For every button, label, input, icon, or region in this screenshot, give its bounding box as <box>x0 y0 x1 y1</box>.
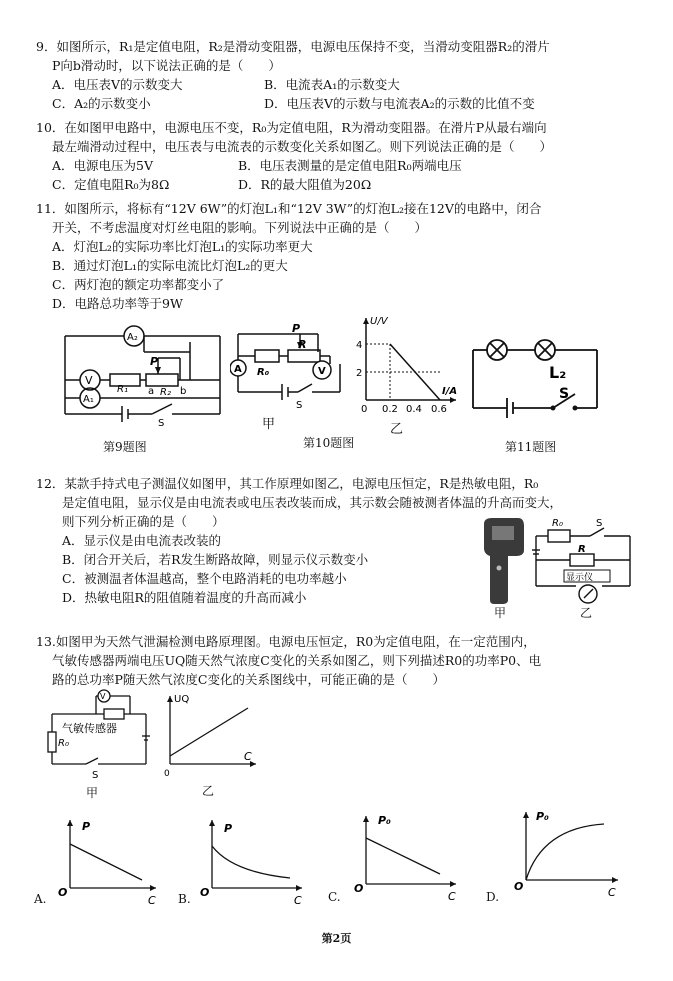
figure-10-circuit <box>230 320 350 412</box>
q13-fig-voltmeter-label: V <box>100 692 106 701</box>
q11-option-c: C．两灯泡的额定功率都变小了 <box>52 277 225 292</box>
q13-graph-d-letter: D. <box>486 890 500 904</box>
question-13 <box>36 632 646 689</box>
q13-stem-2: 气敏传感器两端电压UQ随天然气浓度C变化的关系如图乙，则下列描述R0的功率P0、电 <box>52 653 542 668</box>
fig9-ammeter-a1-label: A₁ <box>83 394 94 405</box>
q13-graph-d-origin: O <box>514 880 524 893</box>
fig10-xlabel: I/A <box>442 386 458 397</box>
q12-fig-s-label: S <box>596 518 603 529</box>
q12-fig-r-label: R <box>578 544 586 555</box>
q13-stem-3: 路的总功率P随天然气浓度C变化的关系图线中，可能正确的是（ ） <box>52 672 445 687</box>
q13-graph-d-ylabel: P₀ <box>536 810 549 823</box>
q13-graph-b-ylabel: P <box>224 822 233 835</box>
fig10-jia: 甲 <box>262 417 276 432</box>
question-11 <box>36 199 646 313</box>
page-number: 第2页 <box>321 932 352 945</box>
q12-stem-2: 是定值电阻，显示仪是由电流表或电压表改装而成，其示数会随被测者体温的升高而变大， <box>62 495 563 510</box>
q13-graph-d-xlabel: C <box>608 886 616 898</box>
q10-stem-1: 10．在如图甲电路中，电源电压不变，R₀为定值电阻，R为滑动变阻器。在滑片P从最右端向 <box>36 120 547 135</box>
fig10-s-label: S <box>296 400 303 411</box>
fig10-caption: 第10题图 <box>303 436 355 450</box>
q10-option-b: B．电压表测量的是定值电阻R₀两端电压 <box>238 158 462 173</box>
fig9-caption: 第9题图 <box>103 440 147 454</box>
fig10-ammeter-label: A <box>234 364 242 375</box>
fig9-r2-label: R₂ <box>160 387 171 398</box>
fig10-p-label: P <box>292 322 301 335</box>
q12-option-d: D．热敏电阻R的阻值随着温度的升高而减小 <box>62 590 307 605</box>
q13-graph-a-origin: O <box>58 886 68 899</box>
fig11-s-label: S <box>559 386 570 402</box>
q10-option-d: D．R的最大阻值为20Ω <box>238 177 372 192</box>
q9-option-d: D．电压表V的示数与电流表A₂的示数的比值不变 <box>264 96 535 111</box>
fig10-voltmeter-label: V <box>318 366 326 377</box>
fig10-x06: 0.6 <box>431 404 447 415</box>
q10-option-c: C．定值电阻R₀为8Ω <box>52 177 170 192</box>
q13-graph-a-ylabel: P <box>82 820 91 833</box>
q13-fig-jia: 甲 <box>86 786 99 800</box>
q9-stem-2: P向b滑动时，以下说法正确的是（ ） <box>52 58 281 73</box>
q13-fig-sensor-label: 气敏传感器 <box>62 722 117 735</box>
q13-circuit <box>46 684 158 780</box>
fig9-voltmeter-label: V <box>85 374 93 387</box>
q9-option-a: A．电压表V的示数变大 <box>52 77 183 92</box>
q13-graph-b-letter: B. <box>178 892 191 906</box>
q13-graph-c-xlabel: C <box>448 890 456 902</box>
q11-stem-2: 开关，不考虑温度对灯丝电阻的影响。下列说法中正确的是（ ） <box>52 220 428 235</box>
q13-graph-b-origin: O <box>200 886 210 899</box>
fig9-a-label: a <box>148 386 155 397</box>
q13-graph-a-xlabel: C <box>148 894 156 906</box>
q11-stem-1: 11．如图所示，将标有“12V 6W”的灯泡L₁和“12V 3W”的灯泡L₂接在12V的电路中，闭合 <box>36 201 542 216</box>
q12-stem-3: 则下列分析正确的是（ ） <box>62 514 225 529</box>
fig10-origin: 0 <box>361 404 368 415</box>
q13-graph-c-origin: O <box>354 882 364 895</box>
q12-fig-r0-label: R₀ <box>552 518 563 529</box>
q13-fig-r0-label: R₀ <box>58 738 69 749</box>
figure-9-circuit <box>60 322 230 430</box>
figure-11-circuit <box>467 330 607 422</box>
fig10-r-label: R <box>298 338 307 351</box>
q13-graph-d <box>512 806 624 898</box>
q12-fig-yi: 乙 <box>580 606 593 620</box>
q13-graph-c-ylabel: P₀ <box>378 814 391 827</box>
q13-graph-b <box>198 814 308 906</box>
q13-graph-b-xlabel: C <box>294 894 302 906</box>
q12-fig-display-label: 显示仪 <box>566 573 594 583</box>
fig10-x04: 0.4 <box>406 404 422 415</box>
q13-graph-c <box>352 810 462 902</box>
q12-thermometer-image <box>478 516 528 606</box>
fig9-p-label: P <box>150 355 159 368</box>
q12-option-a: A．显示仪是由电流表改装的 <box>62 533 222 548</box>
q13-graph-a <box>56 814 162 906</box>
figure-10-graph <box>352 312 460 420</box>
fig9-r1-label: R₁ <box>117 384 128 395</box>
q11-option-d: D．电路总功率等于9W <box>52 296 183 311</box>
q11-option-b: B．通过灯泡L₁的实际电流比灯泡L₂的更大 <box>52 258 288 273</box>
q13-uq-graph <box>160 690 260 780</box>
fig9-s-label: S <box>158 418 165 429</box>
fig9-b-label: b <box>180 386 187 397</box>
fig11-caption: 第11题图 <box>505 440 557 454</box>
q12-fig-jia: 甲 <box>494 606 507 620</box>
fig10-yi: 乙 <box>390 422 404 437</box>
q9-option-b: B．电流表A₁的示数变大 <box>264 77 400 92</box>
q10-option-a: A．电源电压为5V <box>52 158 154 173</box>
question-9 <box>36 37 646 113</box>
q13-graph-a-letter: A. <box>34 892 47 906</box>
q13-fig-s-label: S <box>92 770 99 780</box>
q12-stem-1: 12．某款手持式电子测温仪如图甲，其工作原理如图乙，电源电压恒定，R是热敏电阻，R₀ <box>36 476 539 491</box>
q13-graph-c-letter: C. <box>328 890 341 904</box>
q13-stem-1: 13.如图甲为天然气泄漏检测电路原理图。电源电压恒定，R0为定值电阻，在一定范围内， <box>36 634 536 649</box>
fig9-ammeter-a2-label: A₂ <box>127 332 138 343</box>
fig10-x02: 0.2 <box>382 404 398 415</box>
fig10-ylabel: U/V <box>370 316 388 327</box>
q13-fig-uq-label: UQ <box>174 694 190 705</box>
fig10-r0-label: R₀ <box>257 367 270 378</box>
q13-fig-origin: 0 <box>164 769 170 779</box>
q13-fig-c-label: C <box>244 750 252 763</box>
q9-stem-1: 9．如图所示，R₁是定值电阻，R₂是滑动变阻器，电源电压保持不变，当滑动变阻器R₂的滑片 <box>36 39 550 54</box>
q12-option-c: C．被测温者体温越高，整个电路消耗的电功率越小 <box>62 571 347 586</box>
q12-circuit <box>530 514 640 610</box>
fig10-y2: 2 <box>356 368 363 379</box>
question-10 <box>36 118 646 194</box>
fig11-l2-label: L₂ <box>549 363 567 382</box>
q9-option-c: C．A₂的示数变小 <box>52 96 151 111</box>
q12-option-b: B．闭合开关后，若R发生断路故障，则显示仪示数变小 <box>62 552 369 567</box>
q11-option-a: A．灯泡L₂的实际功率比灯泡L₁的实际功率更大 <box>52 239 313 254</box>
q10-stem-2: 最左端滑动过程中，电压表与电流表的示数变化关系如图乙。则下列说法正确的是（ ） <box>52 139 553 154</box>
q13-fig-yi: 乙 <box>202 784 215 798</box>
fig10-y4: 4 <box>356 340 363 351</box>
